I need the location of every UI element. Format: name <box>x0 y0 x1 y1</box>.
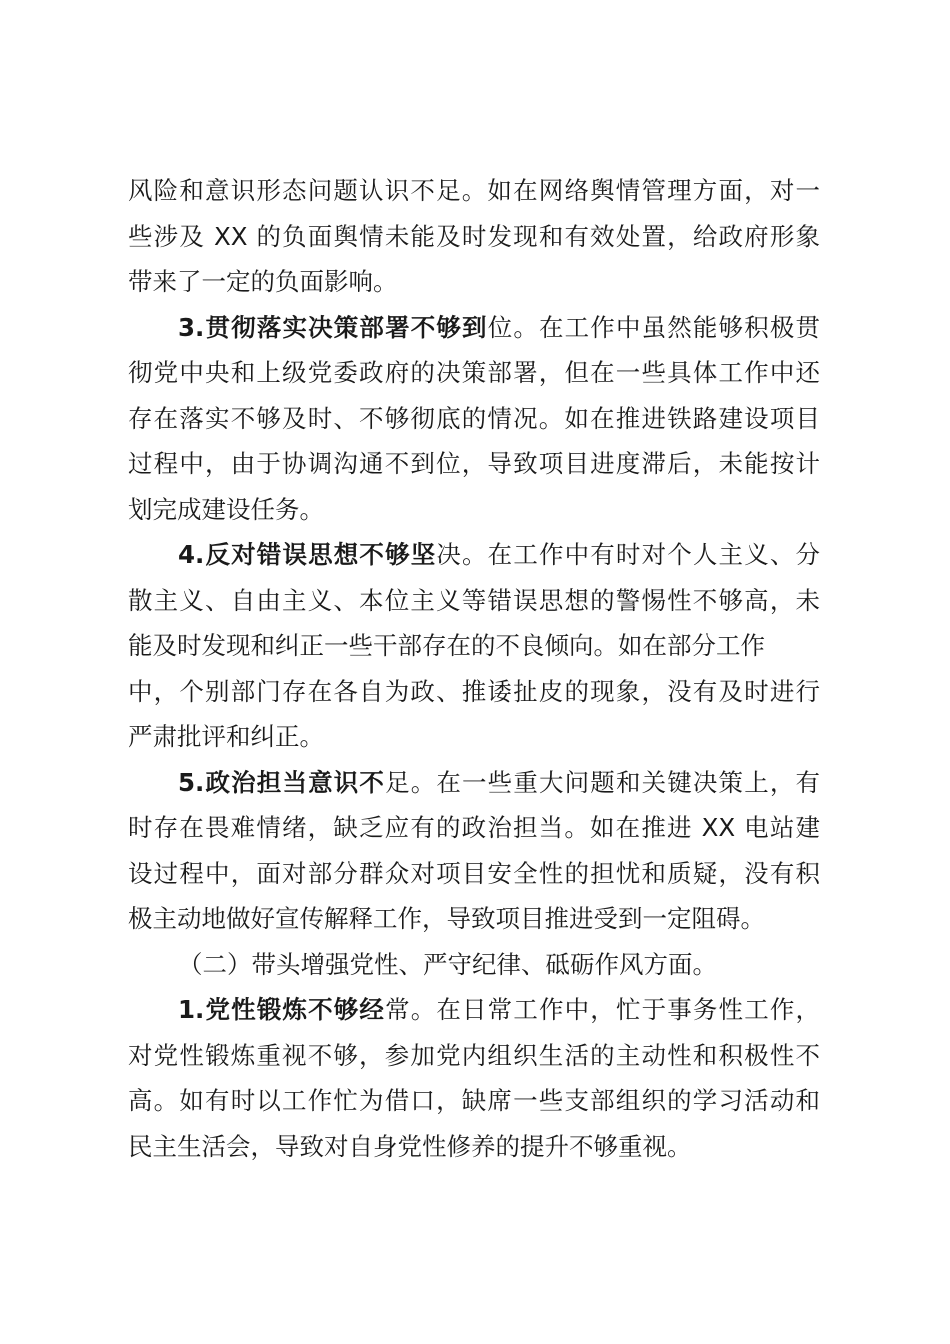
item-4-heading: 4.反对错误思想不够坚 <box>178 540 437 569</box>
item-5-first-line <box>128 760 820 806</box>
text-line: 风险和意识形态问题认识不足。如在网络舆情管理方面，对一 <box>128 176 820 205</box>
text-line: 带来了一定的负面影响。 <box>128 267 398 296</box>
text-line: 过程中，由于协调沟通不到位，导致项目进度滞后，未能按计 <box>128 449 820 478</box>
text-line: 极主动地做好宣传解释工作，导致项目推进受到一定阻碍。 <box>128 904 765 933</box>
item-5-heading: 5.政治担当意识不 <box>178 767 386 797</box>
text-line: 设过程中，面对部分群众对项目安全性的担忧和质疑，没有积 <box>128 858 820 888</box>
text-run: 决。在工作中有时对个人主义、分 <box>436 540 820 569</box>
section-heading: （二）带头增强党性、严守纪律、砥砺作风方面。 <box>178 949 717 979</box>
document-body <box>128 168 820 1169</box>
item-4-first-line <box>128 532 820 578</box>
text-line: 中，个别部门存在各自为政、推诿扯皮的现象，没有及时进行 <box>128 676 820 706</box>
text-run: 常。在日常工作中，忙于事务性工作， <box>385 995 820 1024</box>
item-1-first-line <box>128 987 820 1033</box>
text-line: 时存在畏难情绪，缺乏应有的政治担当。如在推进 XX 电站建 <box>128 813 820 842</box>
text-line: 散主义、自由主义、本位主义等错误思想的警惕性不够高，未 <box>128 585 820 615</box>
text-line: 对党性锻炼重视不够，参加党内组织生活的主动性和积极性不 <box>128 1040 820 1070</box>
item-3-first-line <box>128 305 820 351</box>
text-line: 彻党中央和上级党委政府的决策部署，但在一些具体工作中还 <box>128 358 820 387</box>
text-line: 高。如有时以工作忙为借口，缺席一些支部组织的学习活动和 <box>128 1086 820 1115</box>
text-run: 足。在一些重大问题和关键决策上，有 <box>385 767 820 797</box>
text-line: 能及时发现和纠正一些干部存在的不良倾向。如在部分工作 <box>128 631 765 660</box>
item-1-heading: 1.党性锻炼不够经 <box>178 995 386 1024</box>
text-line: 严肃批评和纠正。 <box>128 722 324 751</box>
text-line: 些涉及 XX 的负面舆情未能及时发现和有效处置，给政府形象 <box>128 221 820 251</box>
text-line: 划完成建设任务。 <box>128 494 324 524</box>
item-3-heading: 3.贯彻落实决策部署不够到 <box>178 312 488 342</box>
text-run: 位。在工作中虽然能够积极贯 <box>487 312 820 342</box>
text-line: 民主生活会，导致对自身党性修养的提升不够重视。 <box>128 1131 692 1161</box>
text-line: 存在落实不够及时、不够彻底的情况。如在推进铁路建设项目 <box>128 403 820 433</box>
